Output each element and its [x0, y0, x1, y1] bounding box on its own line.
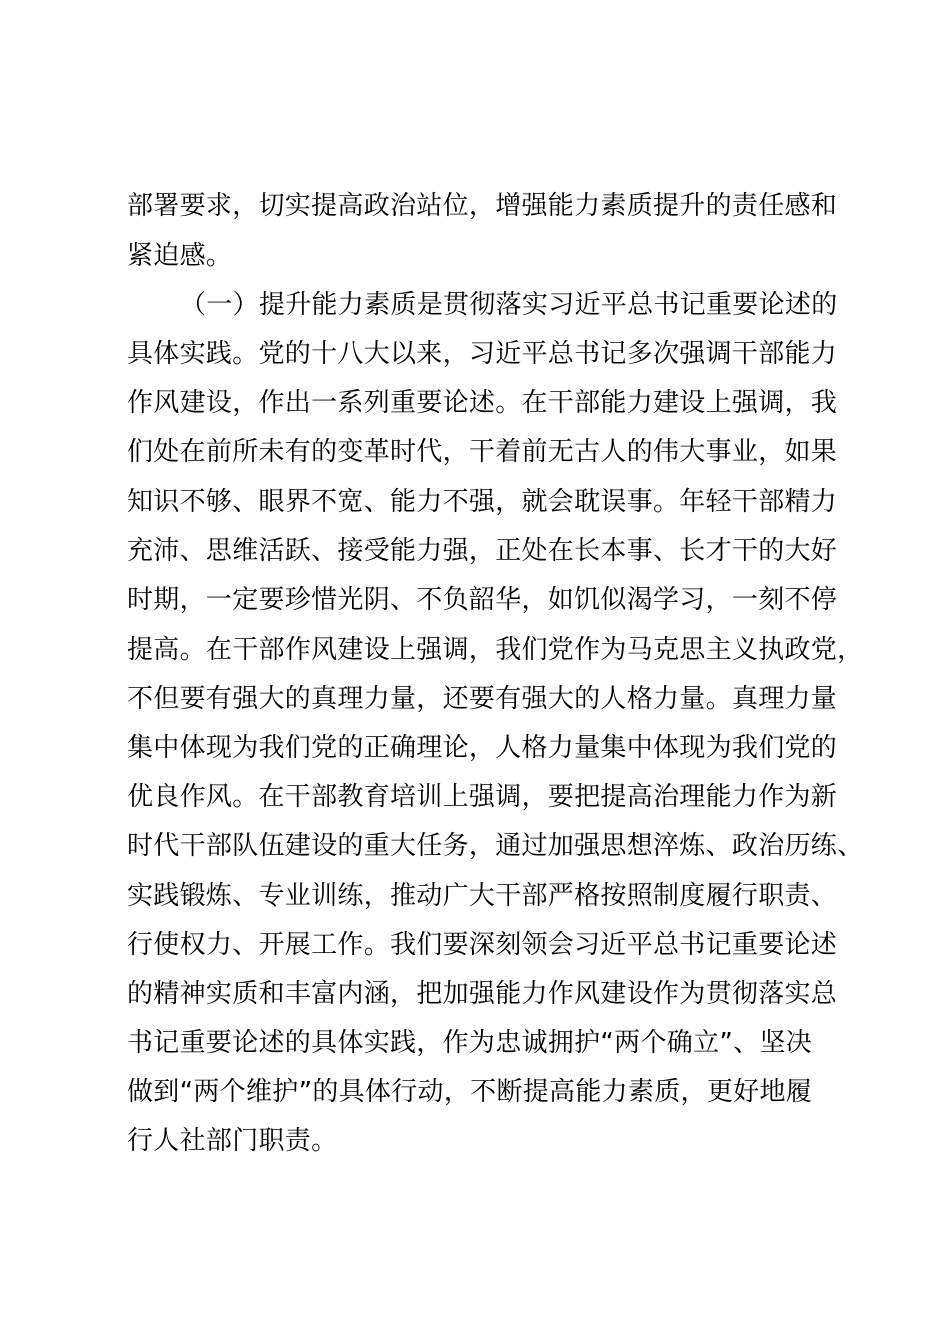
text-line-10: 提高。在干部作风建设上强调，我们党作为马克思主义执政党，	[127, 635, 864, 665]
text-line-11: 不但要有强大的真理力量，还要有强大的人格力量。真理力量	[127, 684, 838, 714]
text-line-14: 时代干部队伍建设的重大任务，通过加强思想淬炼、政治历练、	[127, 831, 864, 861]
text-line-4: 具体实践。党的十八大以来，习近平总书记多次强调干部能力	[127, 339, 838, 369]
text-line-1: 部署要求，切实提高政治站位，增强能力素质提升的责任感和	[127, 191, 838, 221]
text-line-6: 们处在前所未有的变革时代，干着前无古人的伟大事业，如果	[127, 437, 838, 467]
text-line-17: 的精神实质和丰富内涵，把加强能力作风建设作为贯彻落实总	[127, 979, 838, 1009]
text-line-7: 知识不够、眼界不宽、能力不强，就会耽误事。年轻干部精力	[127, 487, 838, 517]
text-line-19: 做到“两个维护”的具体行动，不断提高能力素质，更好地履	[127, 1077, 813, 1107]
text-line-9: 时期，一定要珍惜光阴、不负韶华，如饥似渴学习，一刻不停	[127, 585, 838, 615]
text-line-18: 书记重要论述的具体实践，作为忠诚拥护“两个确立”、坚决	[127, 1028, 813, 1058]
text-line-20: 行人社部门职责。	[127, 1126, 338, 1156]
text-line-5: 作风建设，作出一系列重要论述。在干部能力建设上强调，我	[127, 388, 838, 418]
text-line-12: 集中体现为我们党的正确理论，人格力量集中体现为我们党的	[127, 733, 838, 763]
text-line-8: 充沛、思维活跃、接受能力强，正处在长本事、长才干的大好	[127, 536, 838, 566]
text-line-15: 实践锻炼、专业训练，推动广大干部严格按照制度履行职责、	[127, 881, 838, 911]
section-heading-line: （一）提升能力素质是贯彻落实习近平总书记重要论述的	[180, 290, 838, 320]
text-line-16: 行使权力、开展工作。我们要深刻领会习近平总书记重要论述	[127, 930, 838, 960]
text-line-13: 优良作风。在干部教育培训上强调，要把提高治理能力作为新	[127, 782, 838, 812]
text-line-2: 紧迫感。	[127, 241, 233, 271]
